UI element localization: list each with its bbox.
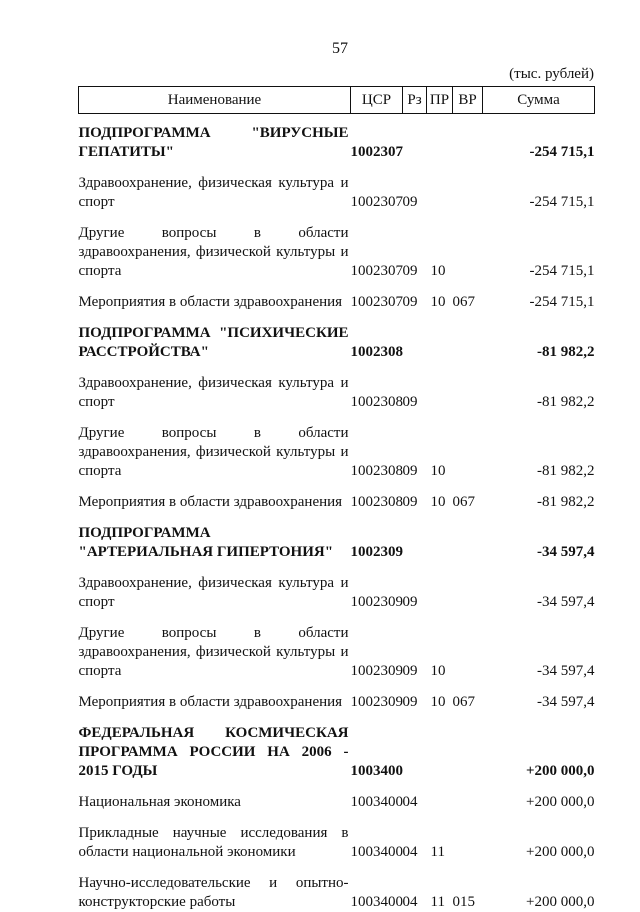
table-row [79,412,595,481]
row-name: Здравоохранение, физическая культура и спорт [79,362,351,412]
row-vr [453,114,483,163]
row-pr [427,712,453,781]
row-pr: 10 [427,212,453,281]
row-sum: -34 597,4 [483,612,595,681]
row-pr: 10 [427,681,453,712]
row-sum: +200 000,0 [483,712,595,781]
row-csr: 1002307 [351,281,403,312]
table-row [79,681,595,712]
row-vr: 015 [453,862,483,912]
row-csr: 1002307 [351,162,403,212]
header-rz: Рз [403,87,427,114]
row-name: Другие вопросы в области здравоохранения, физической культуры и спорта [79,412,351,481]
row-name: ФЕДЕРАЛЬНАЯ КОСМИЧЕСКАЯ ПРОГРАММА РОССИИ НА 2006 - 2015 ГОДЫ [79,712,351,781]
row-pr: 11 [427,812,453,862]
row-rz [403,712,427,781]
row-pr [427,114,453,163]
budget-table [78,86,595,912]
row-rz: 09 [403,162,427,212]
row-pr [427,781,453,812]
row-vr: 067 [453,681,483,712]
row-sum: -34 597,4 [483,562,595,612]
header-sum: Сумма [483,87,595,114]
table-row [79,562,595,612]
row-vr [453,562,483,612]
table-row-section [79,312,595,362]
table-row [79,281,595,312]
row-sum: -254 715,1 [483,281,595,312]
row-rz: 09 [403,212,427,281]
row-name: Мероприятия в области здравоохранения [79,281,351,312]
table-row [79,362,595,412]
row-rz: 04 [403,812,427,862]
row-pr [427,362,453,412]
row-rz: 09 [403,281,427,312]
row-csr: 1003400 [351,862,403,912]
row-name: Здравоохранение, физическая культура и спорт [79,162,351,212]
row-vr [453,362,483,412]
row-name: Здравоохранение, физическая культура и спорт [79,562,351,612]
row-rz: 09 [403,562,427,612]
row-csr: 1002308 [351,412,403,481]
row-rz: 09 [403,612,427,681]
row-sum: +200 000,0 [483,862,595,912]
row-rz: 04 [403,862,427,912]
row-rz: 09 [403,681,427,712]
row-vr [453,612,483,681]
row-pr: 11 [427,862,453,912]
row-name: ПОДПРОГРАММА "ПСИХИЧЕСКИЕ РАССТРОЙСТВА" [79,312,351,362]
row-vr [453,712,483,781]
table-header-row [79,87,595,114]
row-csr: 1003400 [351,781,403,812]
row-pr [427,312,453,362]
row-pr: 10 [427,612,453,681]
row-sum: -254 715,1 [483,114,595,163]
row-name: Научно-исследовательские и опытно-конструкторские работы [79,862,351,912]
row-csr: 1002309 [351,681,403,712]
row-vr [453,212,483,281]
table-row [79,812,595,862]
row-pr [427,562,453,612]
row-name: Прикладные научные исследования в области национальной экономики [79,812,351,862]
row-name: ПОДПРОГРАММА "АРТЕРИАЛЬНАЯ ГИПЕРТОНИЯ" [79,512,351,562]
table-row [79,481,595,512]
row-vr [453,512,483,562]
row-sum: -81 982,2 [483,481,595,512]
header-pr: ПР [427,87,453,114]
row-sum: -81 982,2 [483,362,595,412]
row-rz: 09 [403,362,427,412]
row-csr: 1002308 [351,481,403,512]
row-csr: 1002309 [351,512,403,562]
row-pr [427,512,453,562]
table-row [79,162,595,212]
row-csr: 1002309 [351,562,403,612]
row-sum: -81 982,2 [483,312,595,362]
row-csr: 1002307 [351,212,403,281]
row-rz [403,312,427,362]
row-csr: 1002307 [351,114,403,163]
row-pr: 10 [427,281,453,312]
header-name: Наименование [79,87,351,114]
page-number: 57 [0,40,640,58]
row-sum: -254 715,1 [483,212,595,281]
row-sum: -254 715,1 [483,162,595,212]
row-sum: -81 982,2 [483,412,595,481]
row-vr [453,312,483,362]
units-label: (тыс. рублей) [440,66,594,83]
row-name: ПОДПРОГРАММА "ВИРУСНЫЕ ГЕПАТИТЫ" [79,114,351,163]
table-row-section [79,512,595,562]
table-body [79,114,595,912]
row-pr [427,162,453,212]
row-name: Мероприятия в области здравоохранения [79,481,351,512]
row-vr [453,812,483,862]
row-sum: -34 597,4 [483,681,595,712]
row-csr: 1002308 [351,362,403,412]
row-rz [403,512,427,562]
table-row [79,781,595,812]
row-name: Другие вопросы в области здравоохранения, физической культуры и спорта [79,212,351,281]
row-name: Другие вопросы в области здравоохранения, физической культуры и спорта [79,612,351,681]
table-row-section [79,712,595,781]
header-vr: ВР [453,87,483,114]
row-vr: 067 [453,481,483,512]
header-csr: ЦСР [351,87,403,114]
row-rz: 04 [403,781,427,812]
row-pr: 10 [427,481,453,512]
row-csr: 1003400 [351,812,403,862]
row-rz: 09 [403,481,427,512]
row-rz [403,114,427,163]
row-csr: 1002308 [351,312,403,362]
table-row [79,212,595,281]
row-vr [453,162,483,212]
row-vr [453,412,483,481]
row-csr: 1003400 [351,712,403,781]
table-row-section [79,114,595,163]
row-vr: 067 [453,281,483,312]
row-name: Мероприятия в области здравоохранения [79,681,351,712]
row-sum: -34 597,4 [483,512,595,562]
table-row [79,862,595,912]
row-vr [453,781,483,812]
row-sum: +200 000,0 [483,812,595,862]
row-sum: +200 000,0 [483,781,595,812]
row-csr: 1002309 [351,612,403,681]
row-name: Национальная экономика [79,781,351,812]
row-rz: 09 [403,412,427,481]
table-row [79,612,595,681]
row-pr: 10 [427,412,453,481]
